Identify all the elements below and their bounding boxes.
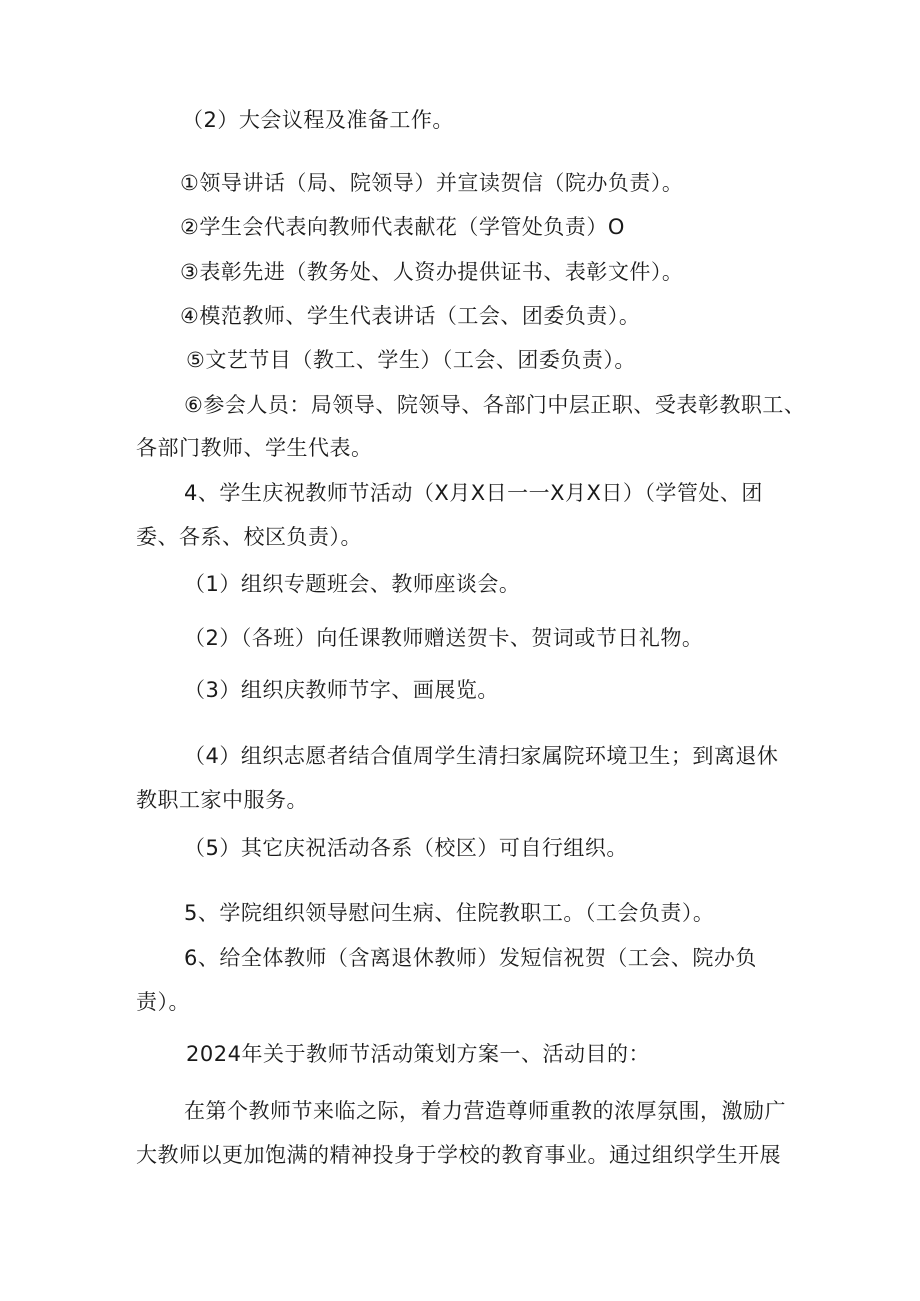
text-line: 教职工家中服务。	[136, 788, 308, 812]
text-line: 4、学生庆祝教师节活动（X月X日一一X月X日）（学管处、团	[184, 481, 763, 505]
text-line: 2024年关于教师节活动策划方案一、活动目的：	[186, 1042, 650, 1066]
text-line: ①领导讲话（局、院领导）并宣读贺信（院办负责）。	[180, 171, 684, 195]
text-line: 在第个教师节来临之际，着力营造尊师重教的浓厚氛围，激励广	[184, 1099, 786, 1123]
text-line: （5）其它庆祝活动各系（校区）可自行组织。	[184, 836, 628, 860]
text-line: ④模范教师、学生代表讲话（工会、团委负责）。	[180, 304, 641, 328]
text-line: 大教师以更加饱满的精神投身于学校的教育事业。通过组织学生开展	[136, 1143, 781, 1167]
text-line: ③表彰先进（教务处、人资办提供证书、表彰文件）。	[180, 260, 684, 284]
text-line: 5、学院组织领导慰问生病、住院教职工。（工会负责）。	[184, 901, 715, 925]
text-line: 责）。	[136, 990, 190, 1014]
text-line: ⑤文艺节目（教工、学生）（工会、团委负责）。	[186, 348, 636, 372]
text-line: ⑥参会人员：局领导、院领导、各部门中层正职、受表彰教职工、	[184, 393, 806, 417]
text-line: ②学生会代表向教师代表献花（学管处负责）O	[180, 215, 625, 239]
text-line: 委、各系、校区负责）。	[136, 525, 362, 549]
text-line: 6、给全体教师（含离退休教师）发短信祝贺（工会、院办负	[184, 946, 757, 970]
text-line: （2）大会议程及准备工作。	[182, 108, 454, 132]
text-line: 各部门教师、学生代表。	[136, 436, 373, 460]
text-line: （1）组织专题班会、教师座谈会。	[184, 572, 521, 596]
text-line: （3）组织庆教师节字、画展览。	[184, 678, 499, 702]
text-line: （4）组织志愿者结合值周学生清扫家属院环境卫生；到离退休	[184, 744, 779, 768]
text-line: （2）（各班）向任课教师赠送贺卡、贺词或节日礼物。	[184, 626, 704, 650]
